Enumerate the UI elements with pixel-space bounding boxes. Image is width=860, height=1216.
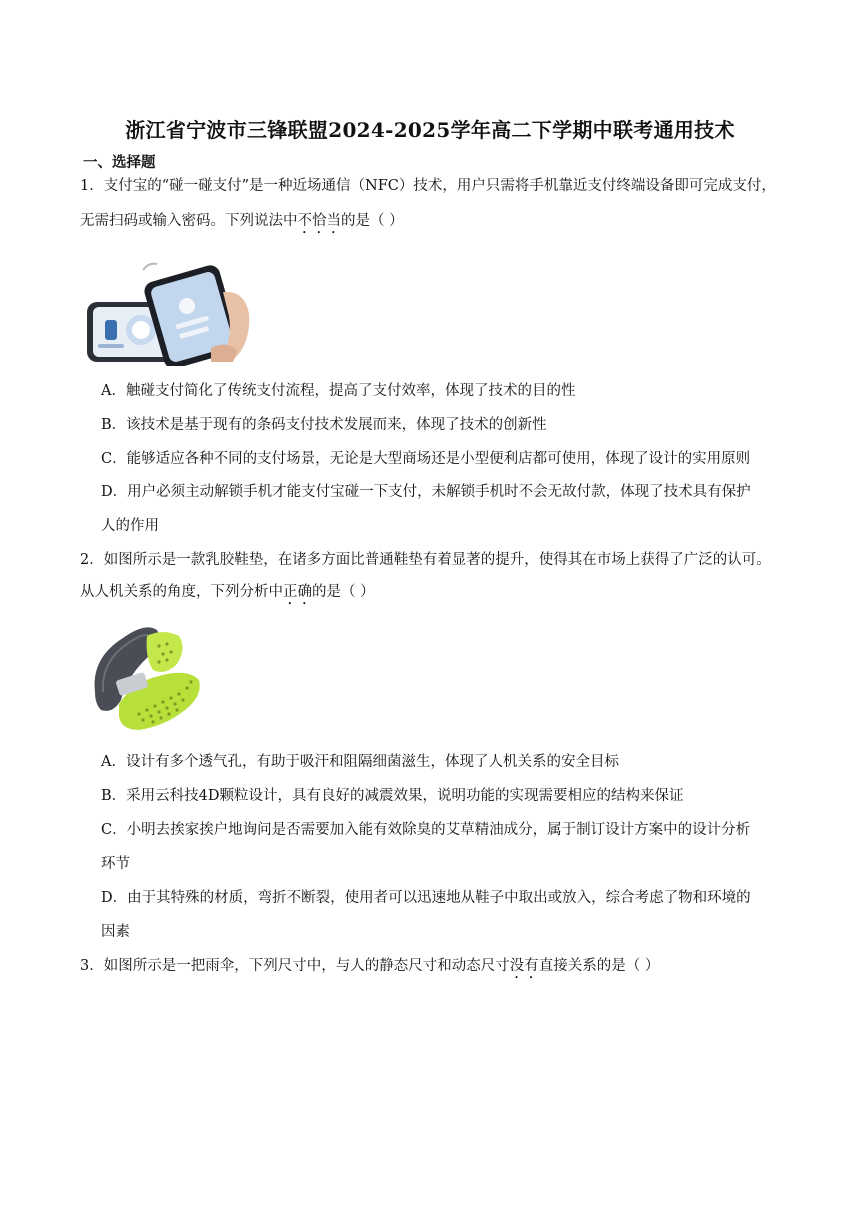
- insole-illustration: [83, 618, 207, 736]
- q2-option-c-cont: 环节: [101, 856, 130, 872]
- q2-emphasis: 正确: [283, 584, 312, 600]
- q3-stem: 3．如图所示是一把雨伞，下列尺寸中，与人的静态尺寸和动态尺寸没有直接关系的是（ ）: [80, 958, 660, 974]
- q2-insole-image: [83, 618, 207, 736]
- section-heading: 一、选择题: [83, 154, 156, 171]
- q2-option-d[interactable]: D．由于其特殊的材质，弯折不断裂，使用者可以迅速地从鞋子中取出或放入，综合考虑了物和环境的: [101, 890, 751, 906]
- q1-option-c[interactable]: C．能够适应各种不同的支付场景，无论是大型商场还是小型便利店都可使用，体现了设计的实用原则: [101, 451, 751, 467]
- q2-option-b[interactable]: B．采用云科技4D颗粒设计，具有良好的减震效果，说明功能的实现需要相应的结构来保证: [101, 788, 684, 804]
- q1-emphasis: 不恰当: [297, 213, 341, 229]
- q2-option-c[interactable]: C．小明去挨家挨户地询问是否需要加入能有效除臭的艾草精油成分，属于制订设计方案中的设计分析: [101, 822, 751, 838]
- phone-terminal-illustration: [83, 262, 251, 366]
- q2-stem-line2: 从人机关系的角度，下列分析中正确的是（ ）: [80, 584, 375, 600]
- page-title: 浙江省宁波市三锋联盟2024-2025学年高二下学期中联考通用技术: [125, 118, 735, 142]
- q1-stem-line1: 1．支付宝的“碰一碰支付”是一种近场通信（NFC）技术，用户只需将手机靠近支付终端设备即可完成支付，: [80, 178, 776, 194]
- q1-stem-line2: 无需扫码或输入密码。下列说法中不恰当的是（ ）: [80, 213, 404, 229]
- q1-nfc-payment-image: [83, 262, 251, 366]
- q1-option-a[interactable]: A．触碰支付简化了传统支付流程，提高了支付效率，体现了技术的目的性: [101, 383, 576, 399]
- q2-option-a[interactable]: A．设计有多个透气孔，有助于吸汗和阻隔细菌滋生，体现了人机关系的安全目标: [101, 754, 619, 770]
- q1-option-d[interactable]: D．用户必须主动解锁手机才能支付宝碰一下支付，未解锁手机时不会无故付款，体现了技术具有保护: [101, 484, 751, 500]
- q2-stem-line1: 2．如图所示是一款乳胶鞋垫，在诸多方面比普通鞋垫有着显著的提升，使得其在市场上获得了广泛的认可。: [80, 552, 771, 568]
- q1-option-d-cont: 人的作用: [101, 518, 159, 534]
- q3-emphasis: 没有: [509, 958, 539, 974]
- q2-option-d-cont: 因素: [101, 924, 130, 940]
- q1-option-b[interactable]: B．该技术是基于现有的条码支付技术发展而来，体现了技术的创新性: [101, 417, 547, 433]
